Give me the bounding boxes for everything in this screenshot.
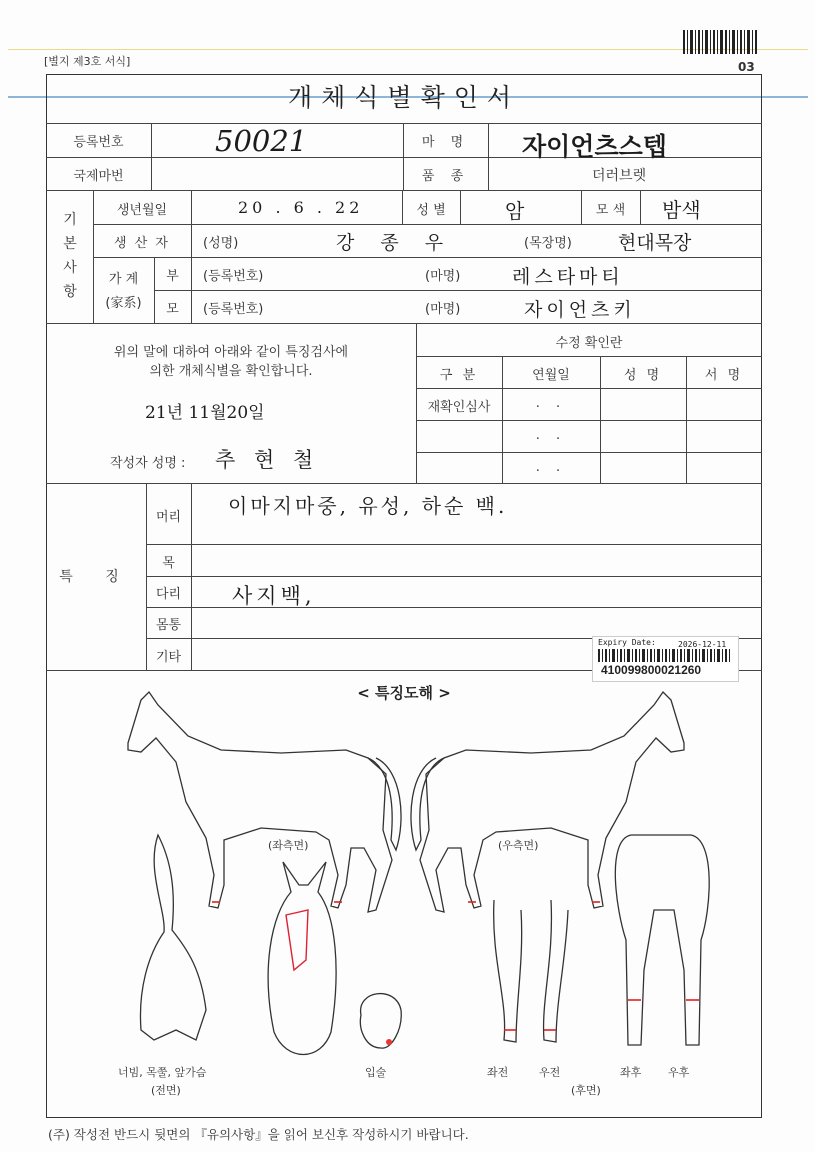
statement-line-2: 의한 개체식별을 확인합니다. <box>149 364 313 379</box>
color-value: 밤색 <box>662 198 701 222</box>
rear-label: (후면) <box>571 1084 601 1097</box>
revision-row-date: . . <box>535 460 567 475</box>
right-hind-label: 우후 <box>668 1066 690 1079</box>
farm-label: (목장명) <box>524 236 572 251</box>
sire-reg-no-label: (등록번호) <box>203 269 264 284</box>
features-section-label: 특 징 <box>59 569 133 585</box>
sire-name-value: 레스타마티 <box>512 266 624 288</box>
left-fore-label: 좌전 <box>487 1066 509 1079</box>
horse-name-value: 자이언츠스텝 <box>522 132 667 161</box>
dam-name-value: 자이언츠키 <box>524 299 636 321</box>
horse-front-legs <box>494 900 568 1042</box>
horse-left-side <box>128 692 401 912</box>
horse-muzzle <box>360 994 401 1049</box>
page-number: 03 <box>738 60 755 74</box>
sex-value: 암 <box>505 199 525 223</box>
barcode-icon <box>683 30 759 54</box>
revision-col-date: 연월일 <box>532 368 570 383</box>
birth-label: 생년월일 <box>116 203 168 218</box>
right-fore-label: 우전 <box>539 1066 561 1079</box>
color-label: 모 색 <box>595 203 626 218</box>
revision-row-date: . . <box>535 428 567 443</box>
feature-label-head: 머리 <box>155 510 182 525</box>
horse-right-side <box>411 692 684 912</box>
horse-face-front <box>268 862 336 1055</box>
pedigree-sub-label: (家系) <box>105 296 142 311</box>
basic-section-label: 기 본 사 항 <box>63 212 77 300</box>
sire-label: 부 <box>166 269 179 284</box>
reg-no-value: 50021 <box>215 124 308 158</box>
revision-title: 수정 확인란 <box>555 336 623 351</box>
statement-line-1: 위의 말에 대하여 아래와 같이 특징검사에 <box>113 345 349 360</box>
sex-label: 성 별 <box>416 203 446 218</box>
revision-col-sign: 서 명 <box>704 368 744 383</box>
intl-no-label: 국제마번 <box>73 169 124 184</box>
feature-label-legs: 다리 <box>155 587 182 602</box>
revision-col-name: 성 명 <box>623 368 663 383</box>
producer-name-label: (성명) <box>203 236 239 251</box>
front-caption: 너빔, 목쭐, 앞가슴 <box>118 1066 207 1079</box>
lips-label: 입술 <box>365 1066 387 1079</box>
breed-label: 품 종 <box>421 169 470 184</box>
diagram-title: < 특징도해 > <box>357 684 451 702</box>
horse-name-label: 마 명 <box>421 135 470 150</box>
expiry-value: 2026-12-11 <box>678 640 727 649</box>
left-hind-label: 좌후 <box>620 1066 642 1079</box>
author-signature: 추 현 철 <box>215 448 320 472</box>
front-label: (전면) <box>151 1084 181 1097</box>
horse-neck-front <box>140 835 206 1040</box>
farm-value: 현대목장 <box>618 232 692 254</box>
horse-rear-view <box>615 835 709 1045</box>
form-number: [별지 제3호 서식] <box>44 55 131 68</box>
producer-name-value: 강 종 우 <box>336 232 454 254</box>
feature-value-head: 이마지마중, 유성, 하순 백. <box>228 494 508 518</box>
chip-barcode-icon <box>598 649 733 662</box>
right-side-label: (우측면) <box>498 839 539 852</box>
reg-no-label: 등록번호 <box>73 135 124 150</box>
sire-name-label: (마명) <box>425 269 461 284</box>
feature-value-legs: 사지백, <box>232 584 316 608</box>
producer-label: 생 산 자 <box>114 236 170 251</box>
feature-label-other: 기타 <box>155 650 182 665</box>
dam-name-label: (마명) <box>425 302 461 317</box>
footer-note: (주) 작성전 반드시 뒷면의 『유의사항』을 읽어 보신후 작성하시기 바랍니다. <box>48 1127 469 1142</box>
confirmation-date: 21년 11월20일 <box>145 403 265 423</box>
expiry-label: Expiry Date: <box>598 638 656 647</box>
document-title: 개체식별확인서 <box>287 83 521 112</box>
left-side-label: (좌측면) <box>268 839 309 852</box>
feature-label-neck: 목 <box>162 556 175 571</box>
dam-label: 모 <box>166 302 179 317</box>
author-label: 작성자 성명 : <box>110 456 186 471</box>
revision-row-date: . . <box>535 396 567 411</box>
chip-number: 410099800021260 <box>601 663 702 677</box>
revision-col-kind: 구 분 <box>439 368 479 383</box>
breed-value: 더러브렛 <box>592 168 647 184</box>
pedigree-label: 가 계 <box>108 272 139 287</box>
horse-diagram <box>46 670 762 1118</box>
revision-row-kind: 재확인심사 <box>427 400 491 415</box>
dam-reg-no-label: (등록번호) <box>203 302 264 317</box>
birth-value: 20 . 6 . 22 <box>238 198 364 217</box>
feature-label-body: 몸통 <box>155 618 182 633</box>
